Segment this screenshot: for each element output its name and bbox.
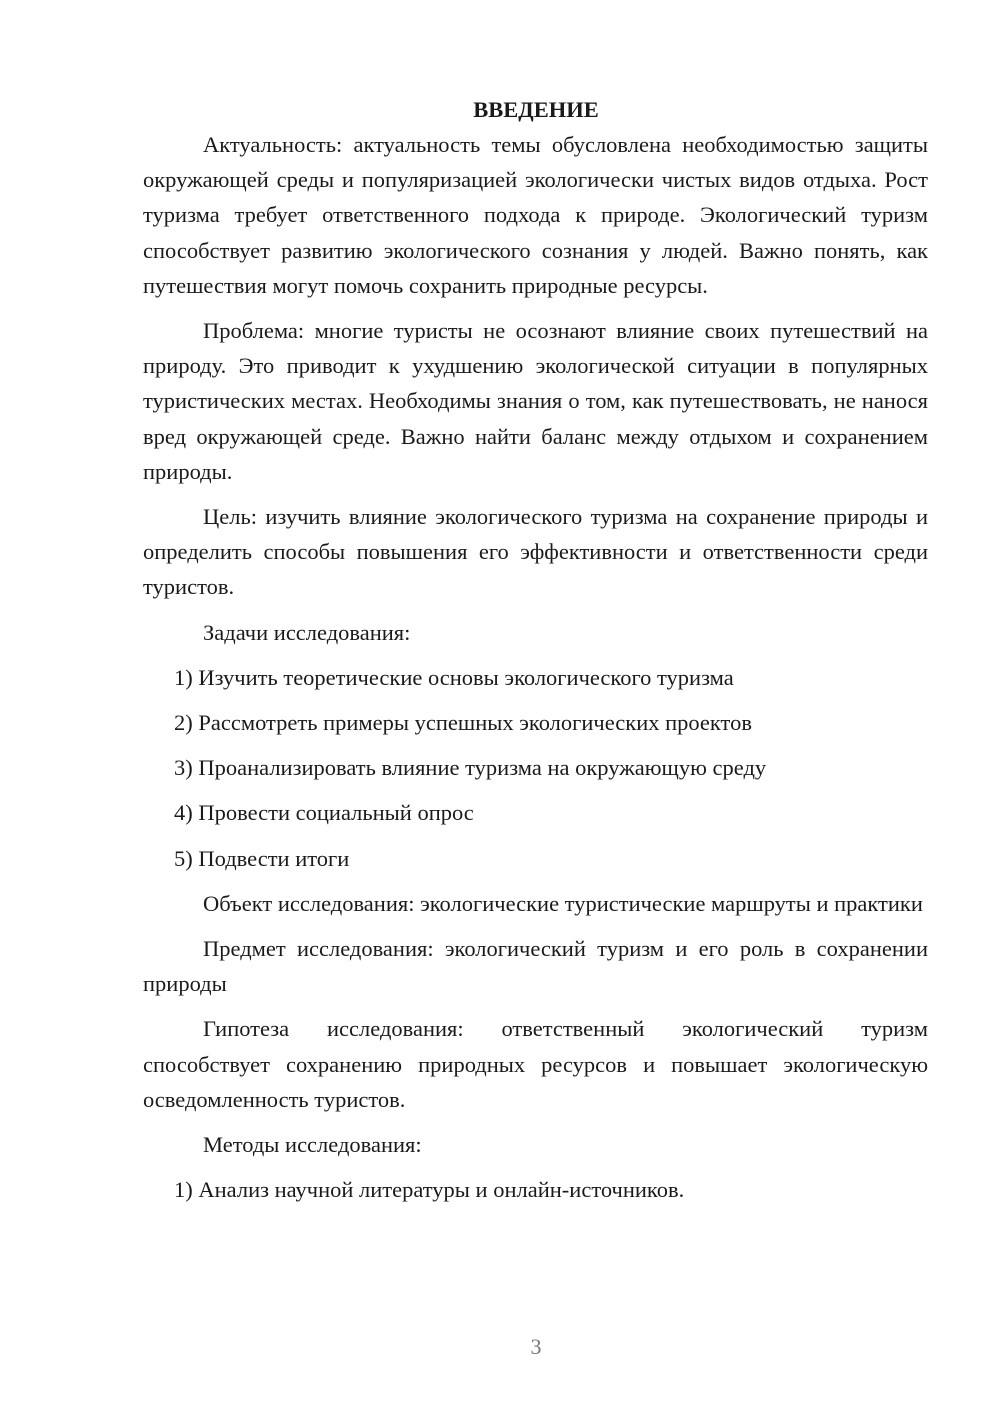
document-page [143,92,928,1217]
task-item: 5) Подвести итоги [174,845,350,871]
tasks-heading: Задачи исследования: [203,619,411,645]
task-item: 1) Изучить теоретические основы экологического туризма [174,664,734,690]
task-item: 4) Провести социальный опрос [174,800,474,826]
problem-paragraph: Проблема: многие туристы не осознают влияние своих путешествий на природу. Это приводит к ухудшению экологической ситуации в популярных туристических местах. Необходимы знания о том, как путешествовать, не нанося вред окружающей среде. Важно найти баланс между отдыхом и сохранением природы. [143,318,928,484]
page-number: 3 [530,1334,542,1359]
relevance-paragraph: Актуальность: актуальность темы обусловлена необходимостью защиты окружающей среды и популяризацией экологически чистых видов отдыха. Рост туризма требует ответственного подхода к природе. Экологический туризм способствует развитию экологического сознания у людей. Важно понять, как путешествия могут помочь сохранить природные ресурсы. [143,132,928,298]
object-paragraph: Объект исследования: экологические туристические маршруты и практики [203,890,923,916]
hypothesis-paragraph: Гипотеза исследования: ответственный экологический туризм способствует сохранению природных ресурсов и повышает экологическую осведомленность туристов. [143,1016,928,1112]
section-title: ВВЕДЕНИЕ [473,97,599,122]
methods-heading: Методы исследования: [203,1132,422,1158]
task-item: 3) Проанализировать влияние туризма на окружающую среду [174,755,767,781]
method-item: 1) Анализ научной литературы и онлайн-источников. [174,1177,685,1203]
subject-paragraph: Предмет исследования: экологический туризм и его роль в сохранении природы [143,936,928,997]
task-item: 2) Рассмотреть примеры успешных экологических проектов [174,710,752,736]
goal-paragraph: Цель: изучить влияние экологического туризма на сохранение природы и определить способы повышения его эффективности и ответственности среди туристов. [143,504,928,600]
